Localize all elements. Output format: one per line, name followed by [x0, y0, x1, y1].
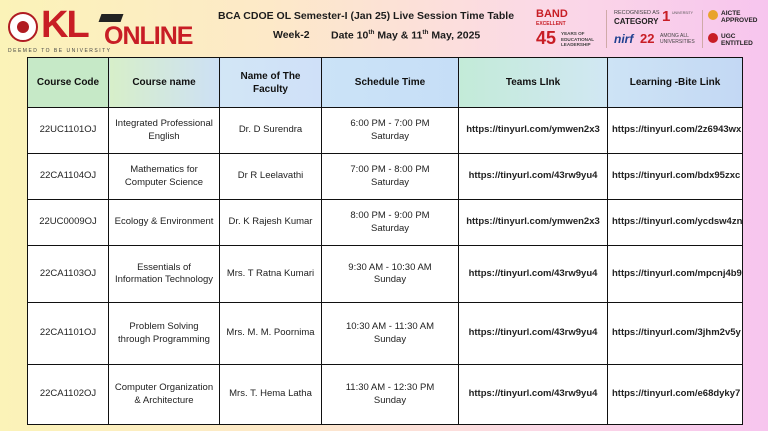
faculty-name: Dr. D Surendra	[220, 108, 322, 154]
teams-link[interactable]: https://tinyurl.com/ymwen2x3	[459, 108, 608, 154]
header-learning-bite-link: Learning -Bite Link	[608, 58, 743, 108]
course-name: Mathematics for Computer Science	[109, 154, 220, 200]
learning-bite-link[interactable]: https://tinyurl.com/ycdsw4zn	[608, 200, 743, 246]
ugc-badge: UGC ENTITLED	[721, 33, 753, 47]
schedule-time: 8:00 PM - 9:00 PM Saturday	[322, 200, 459, 246]
badge-divider	[702, 10, 703, 48]
timetable	[27, 57, 743, 425]
years-number: 45	[536, 28, 557, 48]
page-title: BCA CDOE OL Semester-I (Jan 25) Live Session Time Table	[218, 10, 515, 22]
table-row	[28, 365, 743, 425]
learning-bite-link[interactable]: https://tinyurl.com/mpcnj4b9	[608, 246, 743, 303]
course-name: Computer Organization & Architecture	[109, 365, 220, 425]
learning-bite-link[interactable]: https://tinyurl.com/2z6943wx	[608, 108, 743, 154]
course-name: Problem Solving through Programming	[109, 303, 220, 365]
course-code: 22CA1101OJ	[28, 303, 109, 365]
university-seal-icon	[8, 12, 38, 42]
graduation-cap-icon	[99, 14, 124, 22]
recognised-text: RECOGNISED AS	[614, 10, 660, 16]
faculty-name: Mrs. T Ratna Kumari	[220, 246, 322, 303]
teams-link[interactable]: https://tinyurl.com/43rw9yu4	[459, 303, 608, 365]
course-code: 22CA1104OJ	[28, 154, 109, 200]
course-code: 22CA1103OJ	[28, 246, 109, 303]
course-name: Ecology & Environment	[109, 200, 220, 246]
learning-bite-link[interactable]: https://tinyurl.com/bdx95zxc	[608, 154, 743, 200]
table-row	[28, 246, 743, 303]
nirf-logo: nirf	[614, 32, 634, 46]
faculty-name: Dr R Leelavathi	[220, 154, 322, 200]
badge-divider	[606, 10, 607, 48]
faculty-name: Mrs. T. Hema Latha	[220, 365, 322, 425]
ugc-icon	[708, 33, 718, 43]
faculty-name: Dr. K Rajesh Kumar	[220, 200, 322, 246]
band-badge: BAND	[536, 8, 568, 20]
week-label: Week-2	[273, 29, 310, 41]
band-sub: EXCELLENT	[536, 21, 566, 27]
aicte-icon	[708, 10, 718, 20]
aicte-badge: AICTE APPROVED	[721, 10, 758, 24]
years-text: YEARS OF EDUCATIONAL LEADERSHIP	[561, 31, 595, 47]
logo-subtitle: DEEMED TO BE UNIVERSITY	[8, 48, 112, 54]
teams-link[interactable]: https://tinyurl.com/43rw9yu4	[459, 246, 608, 303]
table-row	[28, 154, 743, 200]
course-name: Integrated Professional English	[109, 108, 220, 154]
nirf-text: AMONG ALL UNIVERSITIES	[660, 33, 695, 45]
course-code: 22CA1102OJ	[28, 365, 109, 425]
accreditation-badges	[536, 8, 762, 50]
schedule-time: 6:00 PM - 7:00 PM Saturday	[322, 108, 459, 154]
header-course-name: Course name	[109, 58, 220, 108]
nirf-rank: 22	[640, 31, 655, 46]
table-header-row	[28, 58, 743, 108]
category-text: CATEGORY	[614, 17, 659, 26]
table-row	[28, 303, 743, 365]
learning-bite-link[interactable]: https://tinyurl.com/3jhm2v5y	[608, 303, 743, 365]
course-code: 22UC1101OJ	[28, 108, 109, 154]
schedule-time: 7:00 PM - 8:00 PM Saturday	[322, 154, 459, 200]
teams-link[interactable]: https://tinyurl.com/43rw9yu4	[459, 365, 608, 425]
course-name: Essentials of Information Technology	[109, 246, 220, 303]
faculty-name: Mrs. M. M. Poornima	[220, 303, 322, 365]
header-schedule-time: Schedule Time	[322, 58, 459, 108]
header-faculty: Name of The Faculty	[220, 58, 322, 108]
header-teams-link: Teams LInk	[459, 58, 608, 108]
table-row	[28, 200, 743, 246]
kl-online-logo	[8, 4, 193, 54]
table-row	[28, 108, 743, 154]
category-university-text: UNIVERSITY	[672, 11, 694, 15]
learning-bite-link[interactable]: https://tinyurl.com/e68dyky7	[608, 365, 743, 425]
category-number: 1	[662, 8, 671, 25]
course-code: 22UC0009OJ	[28, 200, 109, 246]
teams-link[interactable]: https://tinyurl.com/ymwen2x3	[459, 200, 608, 246]
logo-kl-text: KL	[41, 4, 88, 46]
schedule-time: 10:30 AM - 11:30 AM Sunday	[322, 303, 459, 365]
logo-online-text: ONLINE	[104, 22, 193, 50]
date-label: Date 10th May & 11th May, 2025	[331, 29, 481, 42]
schedule-time: 11:30 AM - 12:30 PM Sunday	[322, 365, 459, 425]
header-course-code: Course Code	[28, 58, 109, 108]
schedule-time: 9:30 AM - 10:30 AM Sunday	[322, 246, 459, 303]
teams-link[interactable]: https://tinyurl.com/43rw9yu4	[459, 154, 608, 200]
